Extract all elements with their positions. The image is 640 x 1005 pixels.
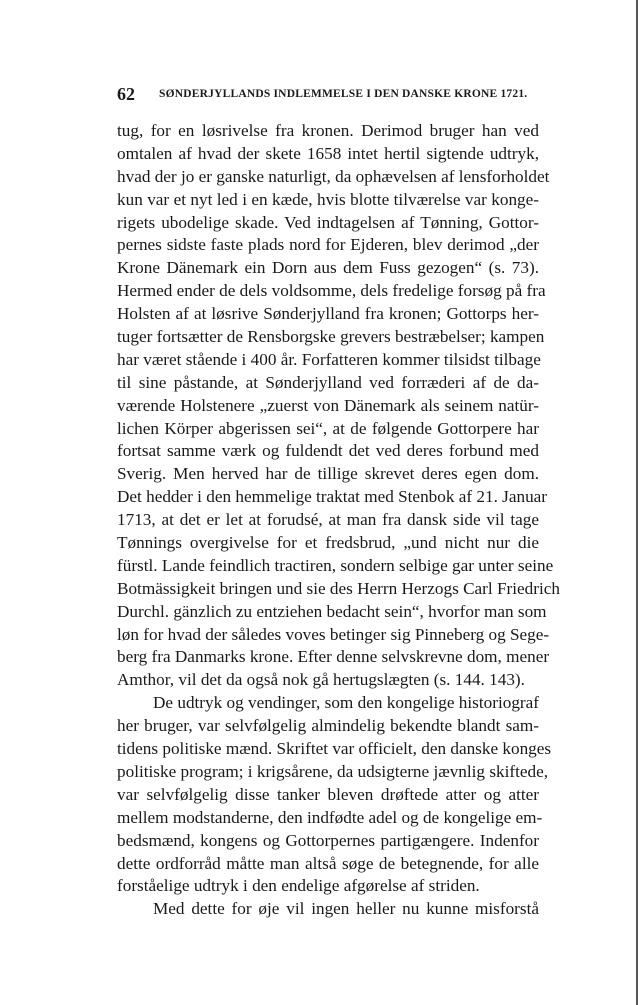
text-line: fürstl. Lande feindlich tractiren, sondern selbige gar unter seine — [117, 555, 554, 575]
text-line: fortsat samme værk og fuldendt det ved deres forbund med — [117, 441, 539, 461]
text-line: værende Holstenere „zuerst von Dänemark als seinem natür- — [117, 395, 539, 415]
text-line: hvad der jo er ganske naturligt, da ophævelsen af lensforholdet — [117, 166, 550, 186]
page-number: 62 — [117, 84, 135, 104]
running-header — [117, 84, 541, 106]
body-text — [117, 120, 560, 921]
text-line: Botmässigkeit bringen und sie des Herrn Herzogs Carl Friedrich — [117, 578, 560, 598]
text-line: her bruger, var selvfølgelig almindelig bekendte blandt sam- — [117, 716, 539, 736]
text-line: dette ordforråd måtte man altså søge de betegnende, for alle — [117, 853, 539, 873]
text-line: Amthor, vil det da også nok gå hertugslægten (s. 144. 143). — [117, 670, 525, 690]
text-line: kun var et nyt led i en kæde, hvis blotte tilværelse var konge- — [117, 189, 539, 209]
text-line: Holsten af at løsrive Sønderjylland fra kronen; Gottorps her- — [117, 304, 539, 324]
text-line: har været stående i 400 år. Forfatteren kommer tilsidst tilbage — [117, 349, 541, 369]
text-line: tuger fortsætter de Rensborgske grevers bestræbelser; kampen — [117, 327, 545, 347]
text-line: bedsmænd, kongens og Gottorpernes partigængere. Indenfor — [117, 830, 539, 850]
running-title: SØNDERJYLLANDS INDLEMMELSE I DEN DANSKE KRONE 1721. — [159, 88, 528, 100]
text-line: mellem modstanderne, den indfødte adel og de kongelige em- — [117, 807, 543, 827]
text-line: Durchl. gänzlich zu entziehen bedacht sein“, hvorfor man som — [117, 601, 547, 621]
text-line: Hermed ender de dels voldsomme, dels fredelige forsøg på fra — [117, 281, 546, 301]
text-line: løn for hvad der således voves betinger sig Pinneberg og Sege- — [117, 624, 550, 644]
text-line: var selvfølgelig disse tanker bleven drøftede atter og atter — [117, 784, 539, 804]
text-line: pernes sidste faste plads nord for Ejderen, blev derimod „der — [117, 235, 539, 255]
text-line: Tønnings overgivelse for et fredsbrud, „und nicht nur die — [117, 533, 539, 553]
text-line: tug, for en løsrivelse fra kronen. Derimod bruger han ved — [117, 121, 539, 140]
text-line: Krone Dänemark ein Dorn aus dem Fuss gezogen“ (s. 73). — [117, 258, 539, 278]
text-line: tidens politiske mænd. Skriftet var officielt, den danske konges — [117, 739, 552, 759]
text-line: berg fra Danmarks krone. Efter denne selvskrevne dom, mener — [117, 647, 550, 667]
text-line: 1713, at det er let at forudsé, at man fra dansk side vil tage — [117, 510, 539, 530]
page-edge — [636, 0, 638, 1005]
text-line: De udtryk og vendinger, som den kongelige historiograf — [153, 693, 539, 713]
text-line: Med dette for øje vil ingen heller nu kunne misforstå — [153, 899, 539, 919]
text-line: til sine påstande, at Sønderjylland ved forræderi af de da- — [117, 372, 539, 392]
text-line: lichen Körper abgerissen sei“, at de følgende Gottorpere har — [117, 418, 539, 438]
text-line: Sverig. Men herved har de tillige skrevet deres egen dom. — [117, 464, 539, 484]
text-line: politiske program; i krigsårene, da udsigterne jævnlig skiftede, — [117, 761, 549, 781]
text-line: Det hedder i den hemmelige traktat med Stenbok af 21. Januar — [117, 487, 548, 507]
text-line: forståelige udtryk i den endelige afgørelse af striden. — [117, 876, 480, 896]
text-line: omtalen af hvad der skete 1658 intet hertil sigtende udtryk, — [117, 143, 539, 163]
text-line: rigets ubodelige skade. Ved indtagelsen af Tønning, Gottor- — [117, 212, 539, 232]
